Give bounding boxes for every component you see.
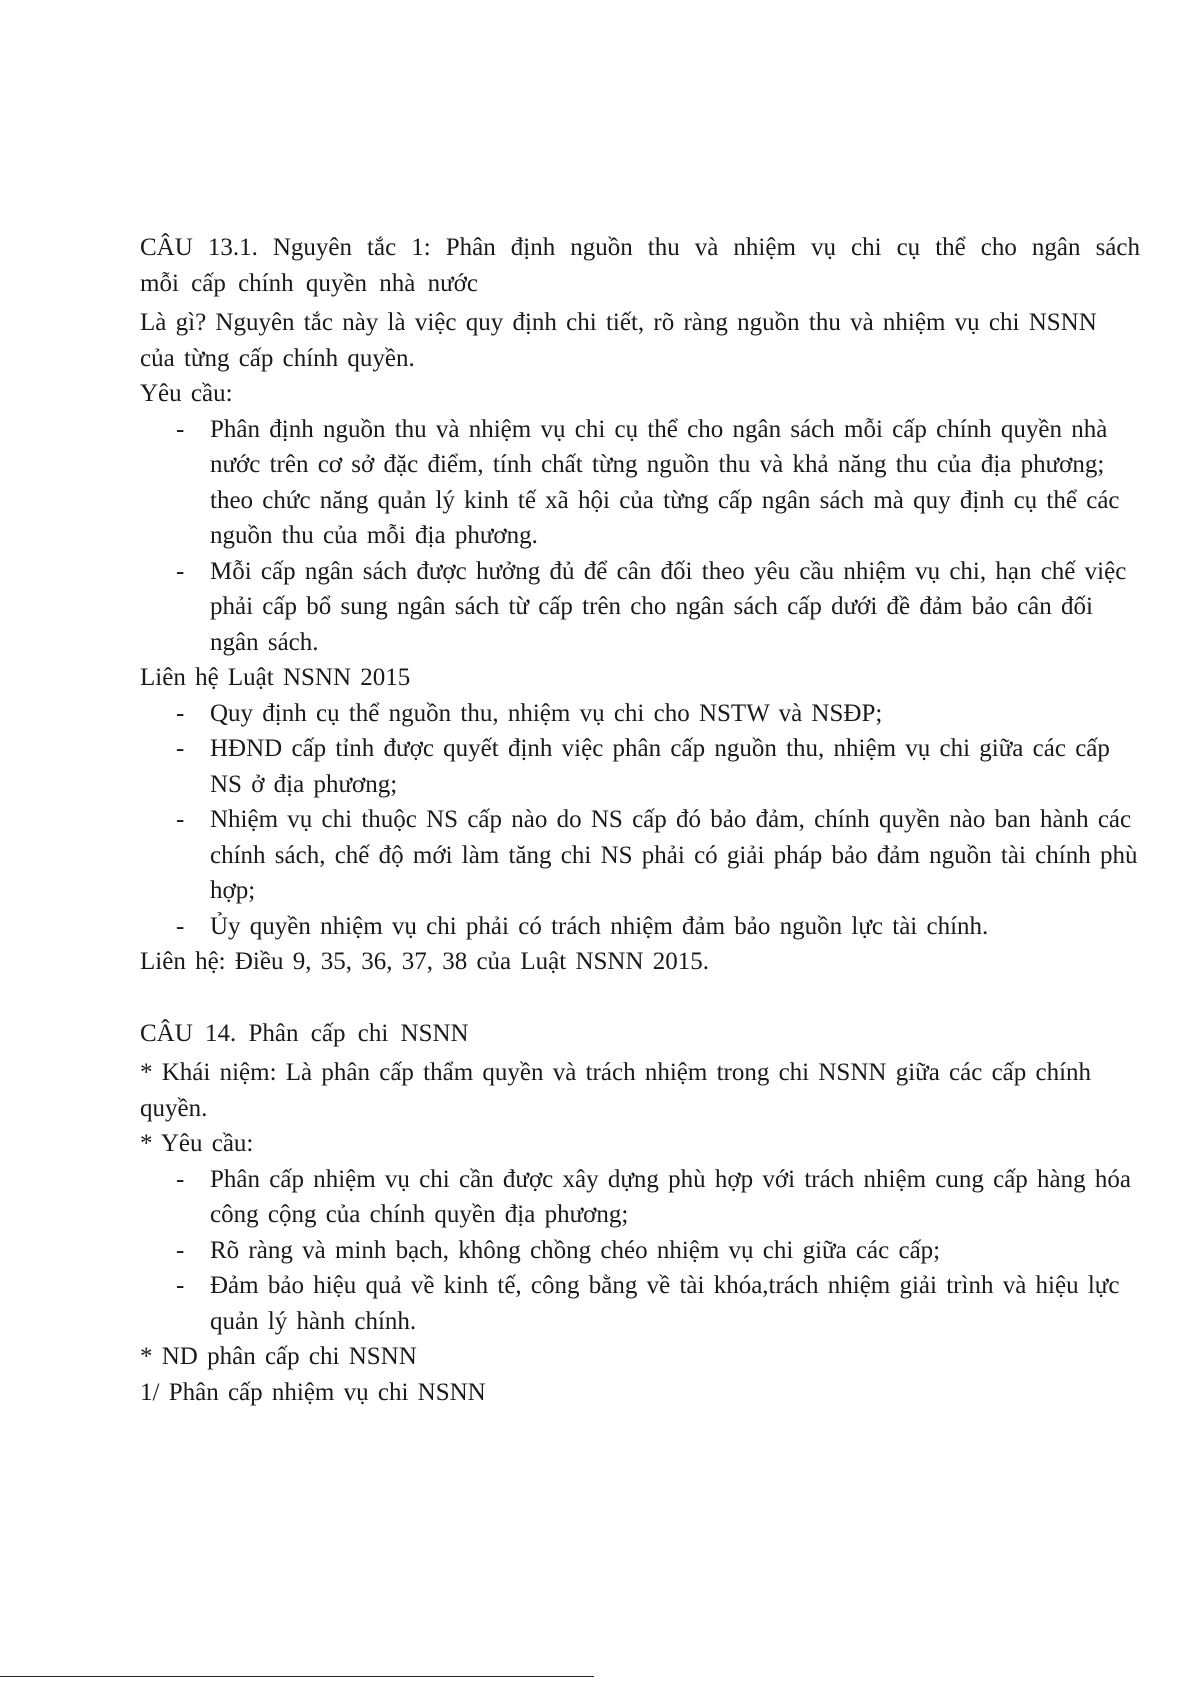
list-item-text: Rõ ràng và minh bạch, không chồng chéo nhiệm vụ chi giữa các cấp; <box>210 1236 941 1264</box>
section-14-content-label: * ND phân cấp chi NSNN <box>140 1343 417 1370</box>
list-item-text: HĐND cấp tỉnh được quyết định việc phân cấp nguồn thu, nhiệm vụ chi giữa các cấp NS ở địa phương; <box>210 735 1110 798</box>
dash-marker: - <box>176 1165 185 1193</box>
dash-marker: - <box>176 699 185 727</box>
list-item <box>140 412 1140 554</box>
section-14-title: CÂU 14. Phân cấp chi NSNN <box>140 1019 469 1047</box>
list-item <box>140 731 1140 802</box>
section-14-requirements-label: * Yêu cầu: <box>140 1130 254 1157</box>
section-13-requirements-list <box>140 412 1140 661</box>
list-item-text: Quy định cụ thể nguồn thu, nhiệm vụ chi cho NSTW và NSĐP; <box>210 699 883 727</box>
list-item-text: Phân định nguồn thu và nhiệm vụ chi cụ thể cho ngân sách mỗi cấp chính quyền nhà nước trên cơ sở đặc điểm, tính chất từng nguồn thu và khả năng thu của địa phương; theo chức năng quản lý kinh tế xã hội của từng cấp ngân sách mà quy định cụ thể các nguồn thu của mỗi địa phương. <box>210 415 1120 549</box>
section-13-law-list <box>140 696 1140 945</box>
dash-marker: - <box>176 806 185 833</box>
list-item <box>140 1268 1140 1339</box>
section-14-concept: * Khái niệm: Là phân cấp thẩm quyền và trách nhiệm trong chi NSNN giữa các cấp chính quyền. <box>140 1059 1092 1122</box>
document-body <box>140 230 1140 1410</box>
list-item <box>140 802 1140 909</box>
dash-marker: - <box>176 735 185 762</box>
section-13-title: CÂU 13.1. Nguyên tắc 1: Phân định nguồn thu và nhiệm vụ chi cụ thể cho ngân sách mỗi cấp chính quyền nhà nước <box>140 234 1140 297</box>
section-13-requirements-label: Yêu cầu: <box>140 380 233 407</box>
section-14-requirements-list <box>140 1162 1140 1340</box>
dash-marker: - <box>176 1236 185 1264</box>
list-item-text: Ủy quyền nhiệm vụ chi phải có trách nhiệm đảm bảo nguồn lực tài chính. <box>210 912 989 940</box>
list-item-text: Mỗi cấp ngân sách được hưởng đủ để cân đối theo yêu cầu nhiệm vụ chi, hạn chế việc phải cấp bổ sung ngân sách từ cấp trên cho ngân sách cấp dưới đề đảm bảo cân đối ngân sách. <box>210 557 1127 656</box>
dash-marker: - <box>176 415 185 443</box>
list-item-text: Nhiệm vụ chi thuộc NS cấp nào do NS cấp đó bảo đảm, chính quyền nào ban hành các chính sách, chế độ mới làm tăng chi NS phải có giải pháp bảo đảm nguồn tài chính phù hợp; <box>210 806 1138 904</box>
section-13-law-label: Liên hệ Luật NSNN 2015 <box>140 664 411 691</box>
section-14-subheading-1: 1/ Phân cấp nhiệm vụ chi NSNN <box>140 1378 486 1406</box>
list-item-text: Phân cấp nhiệm vụ chi cần được xây dựng phù hợp với trách nhiệm cung cấp hàng hóa công cộng của chính quyền địa phương; <box>210 1165 1131 1228</box>
list-item <box>140 909 1140 945</box>
dash-marker: - <box>176 912 185 940</box>
dash-marker: - <box>176 1272 185 1299</box>
section-13-reference: Liên hệ: Điều 9, 35, 36, 37, 38 của Luật NSNN 2015. <box>140 948 710 975</box>
footnote-divider <box>0 1676 594 1677</box>
list-item <box>140 1233 1140 1269</box>
list-item <box>140 696 1140 732</box>
list-item <box>140 1162 1140 1233</box>
dash-marker: - <box>176 557 185 585</box>
list-item <box>140 554 1140 661</box>
list-item-text: Đảm bảo hiệu quả về kinh tế, công bằng về tài khóa,trách nhiệm giải trình và hiệu lực quản lý hành chính. <box>210 1272 1120 1335</box>
section-13-intro: Là gì? Nguyên tắc này là việc quy định chi tiết, rõ ràng nguồn thu và nhiệm vụ chi NSNN của từng cấp chính quyền. <box>140 309 1097 372</box>
